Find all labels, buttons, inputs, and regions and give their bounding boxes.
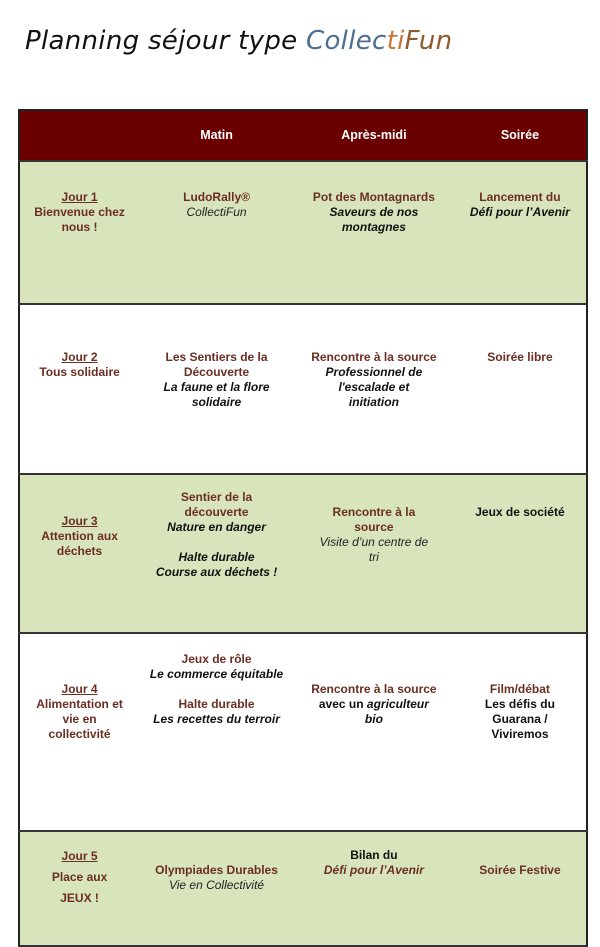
evening-cell [454,304,587,474]
day-cell [19,474,139,633]
activity-text: source [354,520,394,534]
activity-text: Défi pour l’Avenir [469,205,570,219]
activity-text: La faune et la flore [163,380,270,394]
activity-text: Jeux de société [475,505,565,519]
title-text: Planning séjour type [25,26,307,56]
day-title: Alimentation et [36,697,123,711]
activity-line [141,190,292,205]
activity-text: CollectiFun [186,205,247,219]
day-title: Place aux [51,870,108,884]
activity-line [456,350,584,365]
activity-line [141,697,292,712]
activity-line [141,395,292,410]
activity-text: Le commerce équitable [149,667,284,681]
afternoon-cell [294,474,454,633]
activity-line [141,863,292,878]
day-label: Jour 3 [61,514,98,528]
activity-line [141,652,292,667]
spacer [141,682,292,697]
activity-line [141,712,292,727]
activity-line [141,565,292,580]
evening-cell [454,633,587,831]
day-label: Jour 4 [61,682,98,696]
header-evening: Soirée [454,110,587,161]
activity-text: Professionnel de [325,365,423,379]
activity-text: Rencontre à la [332,505,416,519]
evening-cell [454,474,587,633]
activity-text: LudoRally® [183,190,250,204]
activity-line [296,697,452,712]
day-title: Attention aux [41,529,118,543]
evening-cell [454,161,587,304]
activity-text: découverte [184,505,249,519]
activity-line [296,220,452,235]
activity-text: avec un [318,697,367,711]
day-title: nous ! [61,220,98,234]
activity-line [456,190,584,205]
day-cell [19,831,139,946]
activity-line [296,682,452,697]
evening-cell [454,831,587,946]
header-day [19,110,139,161]
activity-line [296,863,452,878]
activity-text: Rencontre à la source [311,350,437,364]
activity-text: Halte durable [178,550,255,564]
activity-line [141,365,292,380]
activity-line [141,490,292,505]
page-title [25,26,452,56]
activity-text: Saveurs de nos [329,205,419,219]
day-title: Bienvenue chez [34,205,125,219]
activity-text: Guarana / [492,712,548,726]
day-title: JEUX ! [60,891,99,905]
day-label: Jour 2 [61,350,98,364]
day-cell [19,633,139,831]
activity-text: Film/débat [489,682,550,696]
activity-line [141,550,292,565]
activity-text: Les Sentiers de la [165,350,268,364]
activity-line [296,712,452,727]
day-label: Jour 5 [61,849,98,863]
activity-line [296,205,452,220]
activity-text: initiation [348,395,399,409]
activity-line [141,205,292,220]
schedule-table [18,109,588,947]
activity-line [456,697,584,712]
activity-text: Soirée libre [487,350,553,364]
brand-part: Collec [306,26,387,56]
activity-text: Lancement du [479,190,561,204]
activity-line [296,520,452,535]
activity-line [296,350,452,365]
activity-line [456,727,584,742]
activity-line [141,878,292,893]
activity-text: Soirée Festive [479,863,561,877]
activity-text: montagnes [341,220,406,234]
activity-text: Les recettes du terroir [153,712,280,726]
day-label: Jour 1 [61,190,98,204]
activity-text: Viviremos [491,727,549,741]
morning-cell [139,161,294,304]
activity-line [296,550,452,565]
activity-text: solidaire [191,395,242,409]
activity-text: Nature en danger [167,520,266,534]
day-cell [19,304,139,474]
table-row [19,474,587,633]
activity-text: bio [364,712,383,726]
activity-text: agriculteur [366,697,429,711]
afternoon-cell [294,304,454,474]
activity-line [141,520,292,535]
activity-text: Sentier de la [180,490,253,504]
afternoon-cell [294,831,454,946]
day-title: vie en [62,712,97,726]
activity-text: Défi pour l’Avenir [323,863,424,877]
activity-line [456,863,584,878]
day-cell [19,161,139,304]
morning-cell [139,633,294,831]
activity-line [296,395,452,410]
header-afternoon: Après-midi [294,110,454,161]
table-row [19,831,587,946]
activity-text: tri [368,550,379,564]
spacer [141,535,292,550]
activity-line [296,365,452,380]
activity-text: Visite d’un centre de [319,535,429,549]
table-row [19,633,587,831]
table-row [19,304,587,474]
activity-line [456,682,584,697]
activity-text: Pot des Montagnards [312,190,435,204]
activity-line [141,667,292,682]
morning-cell [139,831,294,946]
activity-line [296,535,452,550]
activity-line [456,712,584,727]
brand-part: ti [386,26,405,56]
activity-text: Olympiades Durables [155,863,278,877]
activity-text: l'escalade et [338,380,410,394]
activity-text: Rencontre à la source [311,682,437,696]
day-title: Tous solidaire [39,365,120,379]
activity-text: Vie en Collectivité [168,878,265,892]
activity-line [141,505,292,520]
header-row [19,110,587,161]
activity-text: Jeux de rôle [181,652,252,666]
activity-line [296,190,452,205]
brand-part: Fun [404,26,453,56]
activity-line [141,350,292,365]
header-morning: Matin [139,110,294,161]
morning-cell [139,474,294,633]
activity-text: Course aux déchets ! [155,565,278,579]
activity-line [456,505,584,520]
table-row [19,161,587,304]
activity-line [296,380,452,395]
activity-text: Découverte [183,365,250,379]
morning-cell [139,304,294,474]
day-title: collectivité [48,727,111,741]
afternoon-cell [294,161,454,304]
activity-line [296,505,452,520]
activity-line [456,205,584,220]
activity-line [296,848,452,863]
activity-line [141,380,292,395]
activity-text: Halte durable [178,697,255,711]
activity-text: Les défis du [484,697,555,711]
day-title: déchets [56,544,103,558]
activity-text: Bilan du [350,848,398,862]
afternoon-cell [294,633,454,831]
